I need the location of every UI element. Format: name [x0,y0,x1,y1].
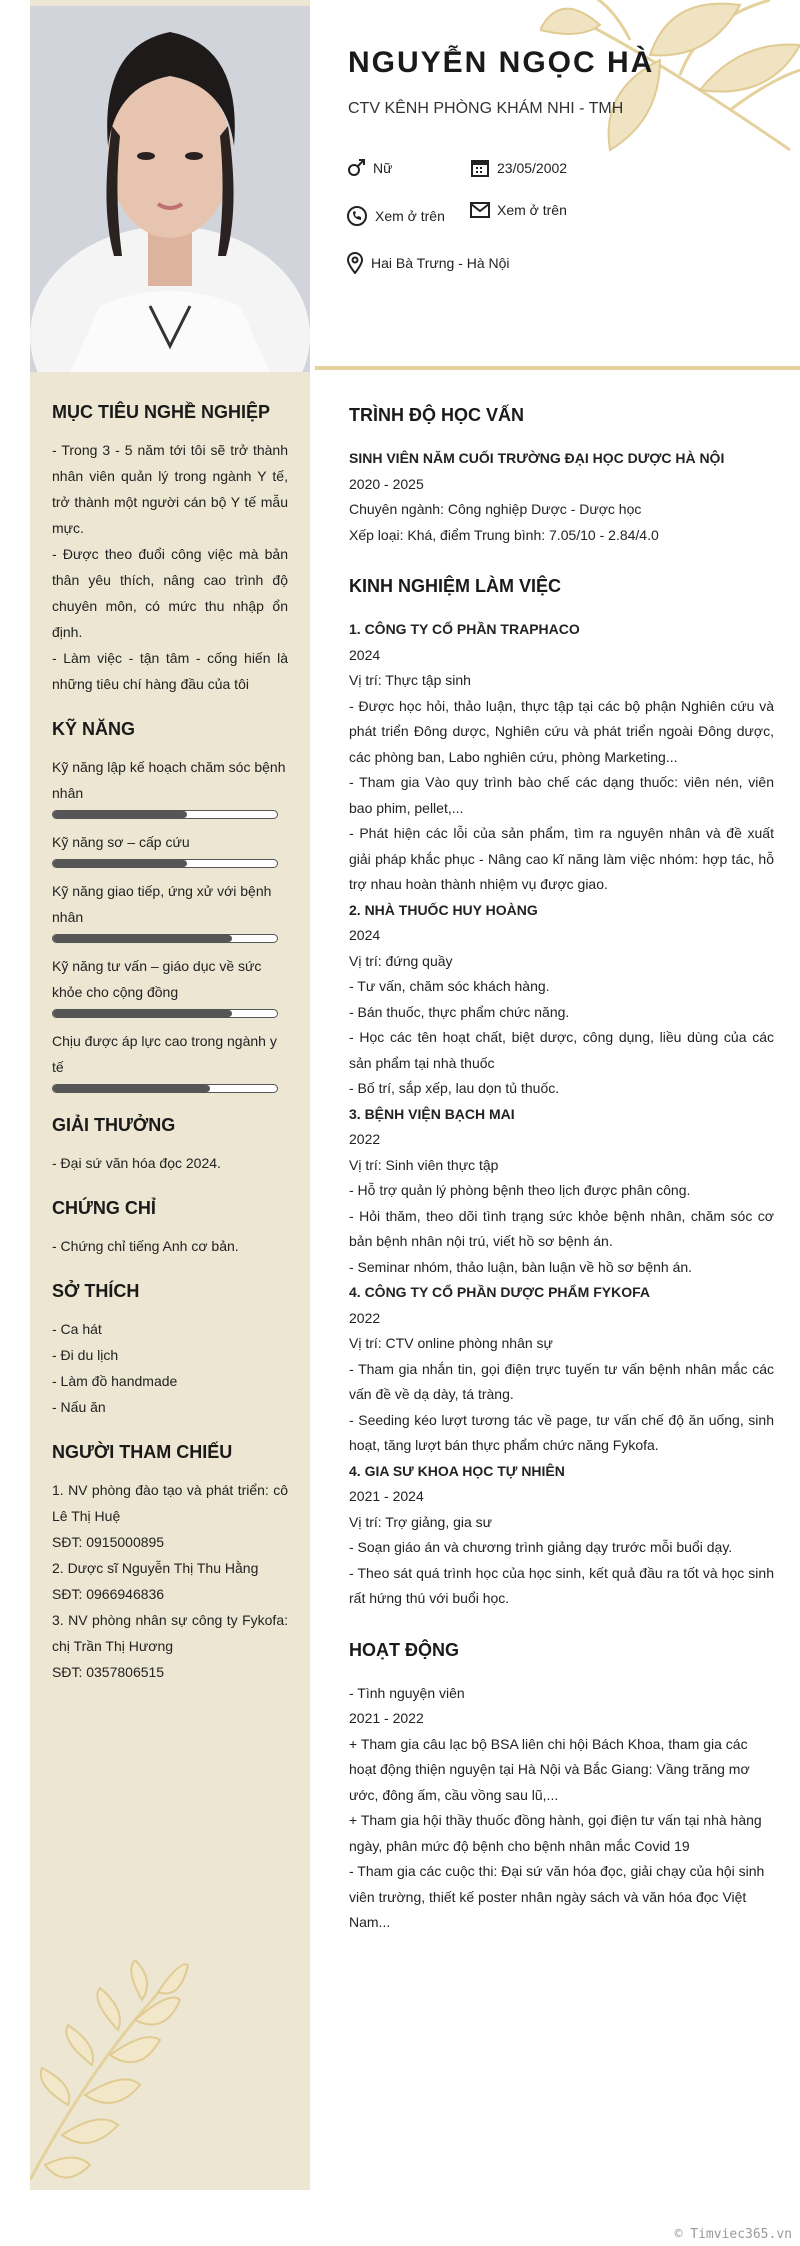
education-years: 2020 - 2025 [349,475,424,492]
job-detail: - Seminar nhóm, thảo luận, bàn luận về hồ sơ bệnh án. [349,1258,693,1275]
job-years: 2024 [349,927,381,943]
job-entry [349,617,774,898]
education-title: TRÌNH ĐỘ HỌC VẤN [349,405,524,425]
job-company: 2. NHÀ THUỐC HUY HOÀNG [349,901,538,918]
education-school: SINH VIÊN NĂM CUỐI TRƯỜNG ĐẠI HỌC DƯỢC HÀ NỘI [349,450,725,466]
email-value: Xem ở trên [497,202,567,218]
phone-icon [346,205,368,227]
job-entry [349,898,774,1102]
phone-value: Xem ở trên [375,208,445,224]
skill-bar [52,859,278,868]
skill-bar [52,1084,278,1093]
job-detail: - Bố trí, sắp xếp, lau dọn tủ thuốc. [349,1080,560,1096]
skill-bar-fill [53,811,187,818]
job-detail: - Theo sát quá trình học của học sinh, kết quả đầu ra tốt và học sinh rất hứng thú với buổi học. [349,1564,774,1606]
job-company: 3. BỆNH VIỆN BẠCH MAI [349,1105,515,1122]
job-company: 4. CÔNG TY CỔ PHẦN DƯỢC PHẨM FYKOFA [349,1284,650,1300]
job-role: Vị trí: CTV online phòng nhân sự [349,1335,553,1351]
references-section [52,1442,288,1685]
job-role: Vị trí: Thực tập sinh [349,672,471,688]
skill-bar [52,934,278,943]
references-title: NGƯỜI THAM CHIẾU [52,1442,233,1462]
certificates-section [52,1198,288,1259]
job-years: 2024 [349,646,381,663]
skill-name: Kỹ năng sơ – cấp cứu [52,834,190,850]
header-divider [315,366,800,370]
email-info [470,202,567,218]
experience-title: KINH NGHIỆM LÀM VIỆC [349,576,562,596]
hobby-item: - Ca hát [52,1321,102,1337]
job-detail: - Tham gia Vào quy trình bào chế các dạng thuốc: viên nén, viên bao phim, pellet,... [349,774,774,816]
skill-name: Chịu được áp lực cao trong ngành y tế [52,1033,277,1075]
activities-section [349,1640,774,1936]
activity-detail: + Tham gia câu lạc bộ BSA liên chi hội Bách Khoa, tham gia các hoạt động thiện nguyện tại Hà Nội và Bắc Giang: Vầng trăng mơ ước, đông ấm, cầu vồng sau lũ,... [349,1735,750,1803]
skill-item [52,754,288,819]
job-detail: - Soạn giáo án và chương trình giảng dạy trước mỗi buổi dạy. [349,1539,733,1555]
skill-bar [52,810,278,819]
location-pin-icon [346,252,364,274]
job-detail: - Học các tên hoạt chất, biệt dược, công dụng, liều dùng của các sản phẩm tại nhà thuốc [349,1029,774,1071]
reference-text: 2. Dược sĩ Nguyễn Thị Thu Hằng [52,1560,259,1576]
skill-item [52,829,288,868]
reference-text: 1. NV phòng đào tạo và phát triển: cô Lê Thị Huệ [52,1482,288,1524]
job-years: 2021 - 2024 [349,1488,424,1504]
skill-item [52,1028,288,1093]
skills-title: KỸ NĂNG [52,719,136,739]
job-role: Vị trí: Trợ giảng, gia sư [349,1513,493,1530]
sidebar [30,0,310,2190]
candidate-name: NGUYỄN NGỌC HÀ [348,46,655,79]
skill-item [52,878,288,943]
reference-text: 3. NV phòng nhân sự công ty Fykofa: chị Trần Thị Hương [52,1612,288,1654]
watermark: © Timviec365.vn [674,2227,792,2242]
skill-name: Kỹ năng lập kế hoạch chăm sóc bệnh nhân [52,759,286,801]
skill-bar-fill [53,935,232,942]
address-value: Hai Bà Trưng - Hà Nội [371,255,510,271]
activities-title: HOẠT ĐỘNG [349,1639,459,1660]
reference-phone: SĐT: 0357806515 [52,1664,165,1680]
leaf-decoration-bottom-left [30,1960,190,2190]
gender-value: Nữ [373,160,393,176]
job-years: 2022 [349,1309,381,1326]
activity-name: - Tình nguyện viên [349,1684,465,1701]
hobby-item: - Đi du lịch [52,1347,119,1363]
education-grade: Xếp loại: Khá, điểm Trung bình: 7.05/10 - 2.84/4.0 [349,526,659,543]
profile-photo [30,6,310,372]
job-role: Vị trí: đứng quầy [349,952,453,969]
education-section [349,405,774,548]
job-entry [349,1102,774,1281]
certificates-title: CHỨNG CHỈ [52,1198,156,1218]
hobby-item: - Nấu ăn [52,1399,106,1415]
skill-item [52,953,288,1018]
awards-section [52,1115,288,1176]
skills-section [52,719,288,1093]
job-role: Vị trí: Sinh viên thực tập [349,1156,499,1173]
job-position: CTV KÊNH PHÒNG KHÁM NHI - TMH [348,100,624,117]
activity-detail: - Tham gia các cuộc thi: Đại sứ văn hóa đọc, giải chạy của hội sinh viên trường, thiết kế poster nhân ngày sách và văn hóa đọc Việt Nam... [349,1863,765,1930]
address-info [346,252,510,274]
job-detail: - Hỗ trợ quản lý phòng bệnh theo lịch được phân công. [349,1182,691,1198]
reference-phone: SĐT: 0966946836 [52,1586,165,1602]
objective-line: - Được theo đuổi công việc mà bản thân yêu thích, nâng cao trình độ chuyên môn, có mức thu nhập ổn định. [52,546,288,640]
job-detail: - Tư vấn, chăm sóc khách hàng. [349,978,550,994]
skill-name: Kỹ năng giao tiếp, ứng xử với bệnh nhân [52,883,272,925]
hobby-item: - Làm đồ handmade [52,1373,178,1389]
activity-years: 2021 - 2022 [349,1710,424,1726]
job-detail: - Hỏi thăm, theo dõi tình trạng sức khỏe bệnh nhân, chăm sóc cơ bản bệnh nhân nội trú, viết hồ sơ bệnh án. [349,1207,774,1249]
job-detail: - Tham gia nhắn tin, gọi điện trực tuyến tư vấn bệnh nhân mắc các vấn đề về dạ dày, tá tràng. [349,1360,774,1402]
certificate-item: - Chứng chỉ tiếng Anh cơ bản. [52,1238,239,1254]
job-detail: - Được học hỏi, thảo luận, thực tập tại các bộ phận Nghiên cứu và phát triển Đông dược, Nghiên cứu và phát triển ngoài Đông dược, các phòng ban, Labo nghiên cứu, phòng Marketing... [349,697,774,765]
gender-icon [346,158,366,178]
job-entry [349,1459,774,1612]
skill-bar [52,1009,278,1018]
birthdate-info [470,158,567,178]
skill-name: Kỹ năng tư vấn – giáo dục về sức khỏe cho cộng đồng [52,958,262,1000]
experience-section [349,576,774,1612]
header [348,46,768,118]
skill-bar-fill [53,1085,210,1092]
job-years: 2022 [349,1131,381,1147]
objective-title: MỤC TIÊU NGHỀ NGHIỆP [52,402,271,422]
main-content [349,405,774,1964]
objective-section [52,402,288,697]
hobbies-title: SỞ THÍCH [52,1281,140,1301]
calendar-icon [470,158,490,178]
gender-info [346,158,392,178]
birthdate-value: 23/05/2002 [497,160,568,176]
objective-line: - Trong 3 - 5 năm tới tôi sẽ trở thành nhân viên quản lý trong ngành Y tế, trở thành một người cán bộ Y tế mẫu mực. [52,442,288,536]
email-icon [470,202,490,218]
award-item: - Đại sứ văn hóa đọc 2024. [52,1155,221,1171]
reference-phone: SĐT: 0915000895 [52,1534,165,1550]
job-detail: - Bán thuốc, thực phẩm chức năng. [349,1003,570,1020]
phone-info [346,205,445,227]
objective-line: - Làm việc - tận tâm - cống hiến là những tiêu chí hàng đầu của tôi [52,650,288,692]
education-major: Chuyên ngành: Công nghiệp Dược - Dược học [349,501,642,517]
job-entry [349,1280,774,1459]
job-detail: - Seeding kéo lượt tương tác về page, tư vấn chế độ ăn uống, sinh hoạt, tăng lượt bán thực phẩm chức năng Fykofa. [349,1411,774,1453]
activity-detail: + Tham gia hội thầy thuốc đồng hành, gọi điện tư vấn tại nhà hàng ngày, phân mức độ bệnh cho bệnh nhân mắc Covid 19 [349,1812,762,1854]
skill-bar-fill [53,860,187,867]
awards-title: GIẢI THƯỞNG [52,1115,176,1135]
job-company: 4. GIA SƯ KHOA HỌC TỰ NHIÊN [349,1462,565,1479]
job-company: 1. CÔNG TY CỔ PHẦN TRAPHACO [349,621,580,637]
job-detail: - Phát hiện các lỗi của sản phẩm, tìm ra nguyên nhân và đề xuất giải pháp khắc phục - Nâng cao kĩ năng làm việc nhóm: hợp tác, hỗ trợ nhau hoàn thành nhiệm vụ được giao. [349,825,774,892]
hobbies-section [52,1281,288,1420]
skill-bar-fill [53,1010,232,1017]
